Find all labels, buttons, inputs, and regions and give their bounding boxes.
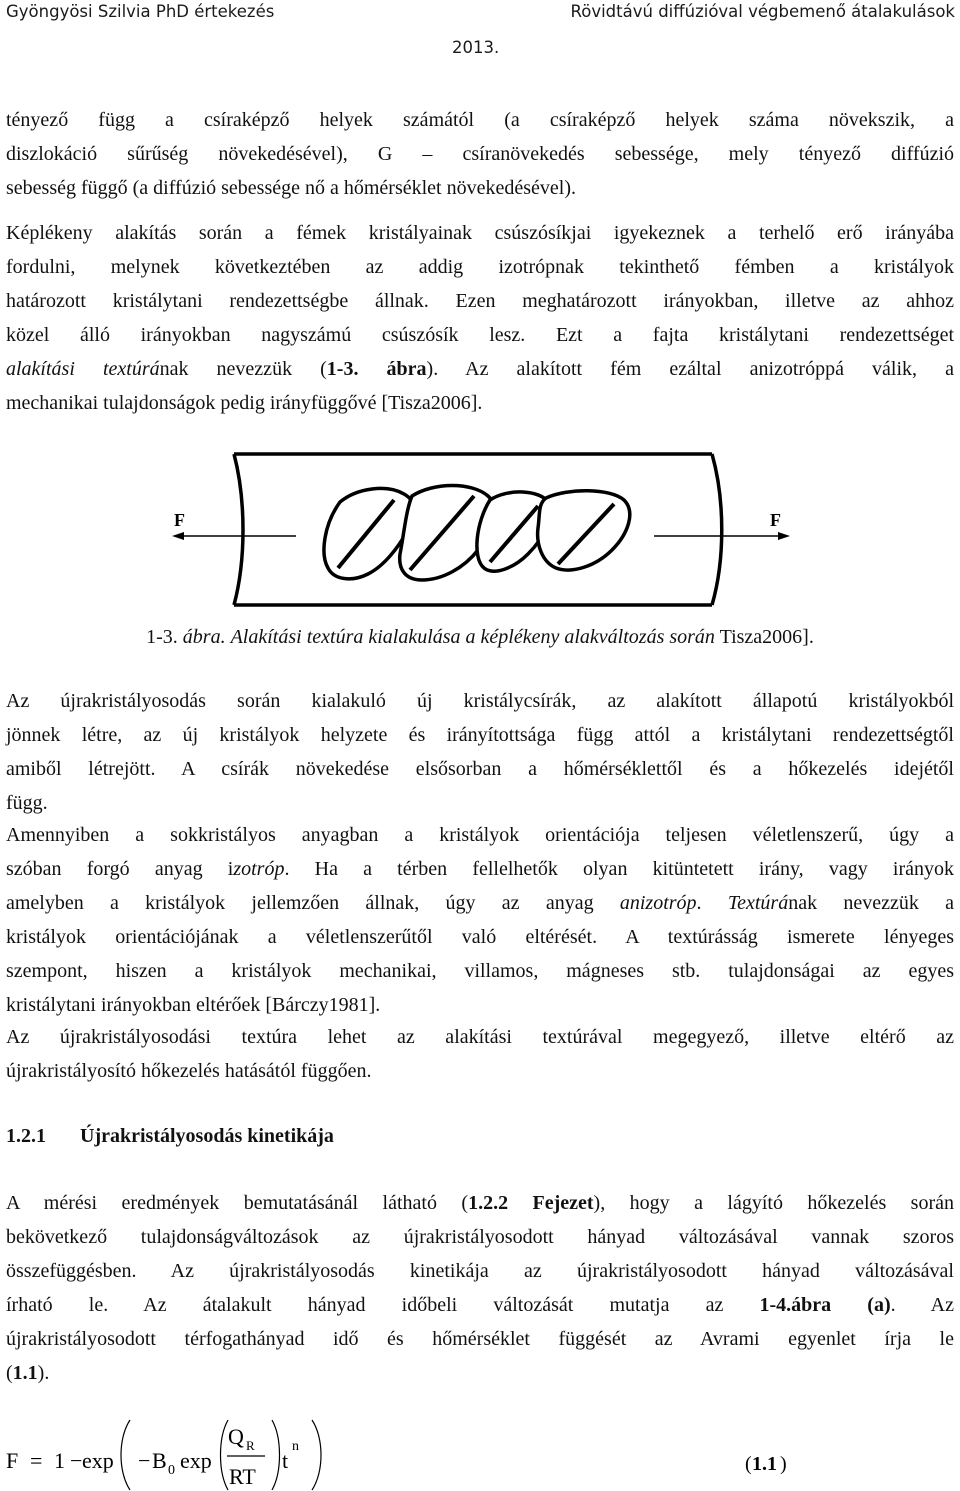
text-line: mechanikai tulajdonságok pedig irányfüggővé [Tisza2006]. — [6, 392, 483, 414]
text-line: határozott kristálytani rendezettségbe állnak. Ezen meghatározott irányokban, illetve az ahhoz — [6, 290, 954, 312]
text-line: újrakristályosodott térfogathányad idő és hőmérséklet függését az Avrami egyenlet írja le — [6, 1328, 954, 1350]
text-line: újrakristályosító hőkezelés hatásától függően. — [6, 1060, 372, 1082]
text-line: Amennyiben a sokkristályos anyagban a kristályok orientációja teljesen véletlenszerű, úgy a — [6, 824, 954, 846]
text-line: szóban forgó anyag izotróp. Ha a térben fellelhetők olyan kitüntetett irány, vagy irányok — [6, 858, 954, 880]
figure-caption: 1-3. ábra. Alakítási textúra kialakulása a képlékeny alakváltozás során Tisza2006]. — [146, 626, 814, 648]
header-author: Gyöngyösi Szilvia PhD értekezés — [6, 2, 275, 21]
text-line: diszlokáció sűrűség növekedésével), G – csíranövekedés sebessége, mely tényező diffúzió — [6, 143, 954, 165]
text-line: jönnek létre, az új kristályok helyzete és irányítottsága függ attól a kristálytani rendezettségtől — [6, 724, 954, 746]
text-line: Az újrakristályosodási textúra lehet az alakítási textúrával megegyező, illetve eltérő az — [6, 1026, 954, 1048]
header-title: Rövidtávú diffúzióval végbemenő átalakulások — [570, 2, 955, 21]
term-italic: alakítási textúrá — [6, 358, 160, 380]
text-line: fordulni, melynek következtében az addig izotrópnak tekinthető fémben a kristályok — [6, 256, 954, 278]
svg-text:1: 1 — [54, 1448, 65, 1473]
svg-text:1.1: 1.1 — [752, 1453, 777, 1475]
text-line: függ. — [6, 792, 48, 814]
text-line: Az újrakristályosodás során kialakuló új kristálycsírák, az alakított állapotú kristályokból — [6, 690, 954, 712]
right-force-label: F — [770, 510, 781, 530]
text-line: A mérési eredmények bemutatásánál látható (1.2.2 Fejezet), hogy a lágyító hőkezelés során — [6, 1192, 954, 1214]
text-line: összefüggésben. Az újrakristályosodás kinetikája az újrakristályosodott hányad változásával — [6, 1260, 954, 1282]
elongated-grains — [324, 486, 630, 581]
svg-text:F: F — [6, 1448, 19, 1473]
text-line: közel álló irányokban nagyszámú csúszósík lesz. Ezt a fajta kristálytani rendezettséget — [6, 324, 954, 346]
svg-text:−: − — [70, 1448, 83, 1473]
svg-text:(: ( — [745, 1453, 752, 1475]
svg-text:RT: RT — [229, 1464, 256, 1489]
text-line: (1.1). — [6, 1362, 50, 1384]
left-force-arrow — [172, 532, 296, 540]
svg-text:R: R — [246, 1438, 255, 1453]
svg-text:n: n — [292, 1439, 299, 1454]
svg-text:t: t — [282, 1448, 289, 1473]
avrami-equation — [0, 1410, 960, 1491]
text-line: alakítási textúrának nevezzük (1-3. ábra). Az alakított fém ezáltal anizotróppá válik, a — [6, 358, 954, 380]
svg-text:Q: Q — [228, 1424, 244, 1449]
text-line: Képlékeny alakítás során a fémek kristályainak csúszósíkjai igyekeznek a terhelő erő irányába — [6, 222, 954, 244]
svg-text:B: B — [152, 1448, 167, 1473]
left-force-label: F — [174, 510, 185, 530]
text-line: amelyben a kristályok jellemzően állnak, úgy az anyag anizotróp. Textúrának nevezzük a — [6, 892, 954, 914]
text-line: kristálytani irányokban eltérőek [Bárczy1981]. — [6, 994, 381, 1016]
figure-ref: 1-3. ábra — [326, 358, 427, 380]
svg-text:): ) — [780, 1453, 787, 1475]
header-year: 2013. — [452, 38, 500, 57]
svg-text:−: − — [138, 1448, 151, 1473]
svg-text:=: = — [30, 1448, 43, 1473]
text-line: bekövetkező tulajdonságváltozások az újrakristályosodott hányad változásával vannak szoros — [6, 1226, 954, 1248]
section-number: 1.2.1 — [6, 1125, 46, 1147]
svg-text:exp: exp — [180, 1448, 212, 1473]
text-line: sebesség függő (a diffúzió sebessége nő a hőmérséklet növekedésével). — [6, 177, 576, 199]
svg-text:exp: exp — [82, 1448, 114, 1473]
text-line: szempont, hiszen a kristályok mechanikai, villamos, mágneses stb. tulajdonságai az egyes — [6, 960, 954, 982]
text-line: kristályok orientációjának a véletlenszerűtől való eltérését. A textúrásság ismerete lényeges — [6, 926, 954, 948]
text-line: tényező függ a csíraképző helyek számától (a csíraképző helyek száma növekszik, a — [6, 109, 954, 131]
section-heading — [6, 1123, 334, 1149]
texture-figure — [172, 450, 792, 620]
section-title: Újrakristályosodás kinetikája — [80, 1125, 334, 1147]
text-line: írható le. Az átalakult hányad időbeli változását mutatja az 1-4.ábra (a). Az — [6, 1294, 955, 1316]
text-line: amiből létrejött. A csírák növekedése elsősorban a hőmérséklettől és a hőkezelés idejétől — [6, 758, 954, 780]
svg-text:0: 0 — [168, 1463, 175, 1478]
